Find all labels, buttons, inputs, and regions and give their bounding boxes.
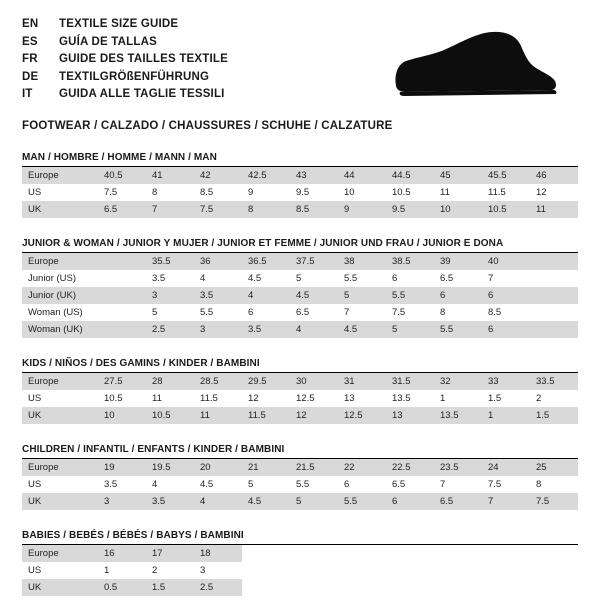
- cell: 6: [392, 272, 398, 284]
- cell: 6: [482, 287, 530, 304]
- block-title: BABIES / BEBÉS / BÉBÉS / BABYS / BAMBINI: [22, 530, 578, 545]
- language-row: [22, 69, 228, 87]
- row-label: Europe: [22, 253, 98, 270]
- cell: [98, 270, 146, 287]
- cell: 41: [146, 167, 194, 184]
- cell-empty: [386, 562, 434, 579]
- cell-empty: [338, 579, 386, 596]
- cell: 4: [242, 287, 290, 304]
- block-title: KIDS / NIÑOS / DES GAMINS / KINDER / BAMBINI: [22, 358, 578, 373]
- cell-empty: [242, 545, 290, 562]
- cell: 24: [482, 459, 530, 476]
- cell: [98, 304, 146, 321]
- cell: 3: [194, 321, 242, 338]
- cell: [98, 253, 146, 270]
- size-block-kids: [22, 358, 578, 424]
- size-table: [22, 373, 578, 424]
- cell: 0.5: [98, 579, 146, 596]
- cell: [530, 270, 578, 287]
- cell: 12: [248, 392, 259, 404]
- cell: 28.5: [194, 373, 242, 390]
- cell-empty: [530, 562, 578, 579]
- block-title: JUNIOR & WOMAN / JUNIOR Y MUJER / JUNIOR ET FEMME / JUNIOR UND FRAU / JUNIOR E DONA: [22, 238, 578, 253]
- cell: 8: [152, 186, 158, 198]
- cell: 4.5: [248, 272, 262, 284]
- cell: 2.5: [194, 579, 242, 596]
- row-label: UK: [22, 493, 98, 510]
- row-label: US: [28, 478, 42, 490]
- cell: 18: [194, 545, 242, 562]
- cell: 35.5: [146, 253, 194, 270]
- cell: 20: [194, 459, 242, 476]
- row-label: UK: [22, 201, 98, 218]
- cell: 4: [200, 272, 206, 284]
- row-label: UK: [22, 579, 98, 596]
- page-header: [22, 16, 578, 104]
- cell-empty: [338, 562, 386, 579]
- cell: 3.5: [104, 478, 118, 490]
- cell-empty: [242, 562, 290, 579]
- size-table: [22, 545, 578, 596]
- cell: 7.5: [488, 478, 502, 490]
- cell: 4.5: [200, 478, 214, 490]
- cell: 7: [146, 201, 194, 218]
- language-row: [22, 86, 228, 104]
- cell: 7: [344, 306, 350, 318]
- cell-empty: [290, 545, 338, 562]
- table-row: [22, 253, 578, 270]
- language-code: DE: [22, 70, 39, 83]
- cell: 6: [344, 478, 350, 490]
- table-row: [22, 390, 578, 407]
- cell: 10.5: [146, 407, 194, 424]
- cell: 43: [290, 167, 338, 184]
- cell: 5: [386, 321, 434, 338]
- cell: 7.5: [104, 186, 118, 198]
- cell: 39: [434, 253, 482, 270]
- row-label: Europe: [22, 373, 98, 390]
- cell: 5: [290, 493, 338, 510]
- block-title: MAN / HOMBRE / HOMME / MANN / MAN: [22, 152, 578, 167]
- cell: 4.5: [290, 287, 338, 304]
- language-title: GUIDA ALLE TAGLIE TESSILI: [59, 88, 225, 100]
- table-row: [22, 373, 578, 390]
- cell: 17: [146, 545, 194, 562]
- size-block-babies: [22, 530, 578, 596]
- cell-empty: [530, 545, 578, 562]
- cell: 8: [440, 306, 446, 318]
- cell: 10: [434, 201, 482, 218]
- cell: 7: [482, 493, 530, 510]
- cell: 3.5: [194, 287, 242, 304]
- cell: 11.5: [200, 392, 218, 404]
- row-label: US: [28, 564, 42, 576]
- cell-empty: [434, 579, 482, 596]
- cell: 3: [146, 287, 194, 304]
- cell: 8.5: [290, 201, 338, 218]
- language-code: IT: [22, 88, 33, 100]
- cell: 22.5: [386, 459, 434, 476]
- cell-empty: [434, 562, 482, 579]
- cell: 6: [434, 287, 482, 304]
- cell: 12: [536, 186, 547, 198]
- cell: 2.5: [146, 321, 194, 338]
- row-label: Europe: [22, 545, 98, 562]
- cell-empty: [482, 579, 530, 596]
- cell-empty: [386, 579, 434, 596]
- cell: 1.5: [146, 579, 194, 596]
- row-label: UK: [22, 407, 98, 424]
- table-row: [22, 270, 578, 287]
- cell-empty: [530, 579, 578, 596]
- row-label: Junior (UK): [22, 287, 98, 304]
- table-row: [22, 579, 578, 596]
- cell: 38: [338, 253, 386, 270]
- table-row: [22, 476, 578, 493]
- cell: 45.5: [482, 167, 530, 184]
- language-list: [22, 16, 228, 104]
- row-label: US: [28, 186, 42, 198]
- size-block-junior-woman: [22, 238, 578, 338]
- row-label: US: [28, 392, 42, 404]
- cell: 1: [104, 564, 110, 576]
- cell: 7: [488, 272, 494, 284]
- cell: 11.5: [242, 407, 290, 424]
- cell: 13.5: [434, 407, 482, 424]
- cell: 22: [338, 459, 386, 476]
- cell: 5.5: [200, 306, 214, 318]
- language-code: FR: [22, 53, 38, 65]
- cell: [98, 321, 146, 338]
- cell: 1: [440, 392, 446, 404]
- language-code: ES: [22, 35, 38, 48]
- cell: 3: [200, 564, 206, 576]
- row-label: Woman (US): [28, 306, 83, 318]
- row-label: Junior (US): [28, 272, 77, 284]
- cell: 5: [296, 272, 302, 284]
- cell: 7.5: [392, 306, 406, 318]
- cell: 7.5: [194, 201, 242, 218]
- cell: [530, 304, 578, 321]
- table-row: [22, 287, 578, 304]
- cell: 7.5: [530, 493, 578, 510]
- cell: 7: [440, 478, 446, 490]
- dress-shoe-icon: [388, 30, 558, 103]
- cell: 10.5: [392, 186, 411, 198]
- cell: 9.5: [386, 201, 434, 218]
- cell: 30: [290, 373, 338, 390]
- language-code: EN: [22, 18, 39, 30]
- cell: 6: [248, 306, 254, 318]
- cell: 19: [98, 459, 146, 476]
- cell: 31.5: [386, 373, 434, 390]
- table-row: [22, 545, 578, 562]
- cell: 8.5: [200, 186, 214, 198]
- cell: 13: [386, 407, 434, 424]
- cell: 5.5: [344, 272, 358, 284]
- language-title: TEXTILGRÖßENFÜHRUNG: [59, 70, 210, 83]
- cell: 5: [152, 306, 158, 318]
- cell-empty: [482, 562, 530, 579]
- cell: 1.5: [530, 407, 578, 424]
- cell: 3: [98, 493, 146, 510]
- table-row: [22, 184, 578, 201]
- cell: 12: [290, 407, 338, 424]
- size-table: [22, 167, 578, 218]
- cell: 1: [482, 407, 530, 424]
- size-table: [22, 253, 578, 338]
- cell: 44: [338, 167, 386, 184]
- cell: 11.5: [488, 186, 506, 198]
- cell: 5: [248, 478, 254, 490]
- cell: 4.5: [338, 321, 386, 338]
- table-row: [22, 304, 578, 321]
- cell: 5.5: [296, 478, 310, 490]
- cell: 32: [434, 373, 482, 390]
- cell: 45: [434, 167, 482, 184]
- table-row: [22, 321, 578, 338]
- table-row: [22, 167, 578, 184]
- cell: 4.5: [242, 493, 290, 510]
- cell: [98, 287, 146, 304]
- cell: 10.5: [104, 392, 123, 404]
- cell: 36: [194, 253, 242, 270]
- cell: 12.5: [338, 407, 386, 424]
- table-row: [22, 493, 578, 510]
- cell-empty: [338, 545, 386, 562]
- cell: 11: [152, 392, 162, 404]
- cell: 5.5: [386, 287, 434, 304]
- cell: 4: [194, 493, 242, 510]
- cell: 13: [344, 392, 355, 404]
- table-row: [22, 201, 578, 218]
- cell: 12.5: [296, 392, 315, 404]
- cell: 31: [338, 373, 386, 390]
- cell: 2: [152, 564, 158, 576]
- cell: 33: [482, 373, 530, 390]
- cell: 44.5: [386, 167, 434, 184]
- cell: 38.5: [386, 253, 434, 270]
- cell: 4: [290, 321, 338, 338]
- cell: 8: [536, 478, 542, 490]
- cell: [530, 321, 578, 338]
- size-block-man: [22, 152, 578, 218]
- cell: 1.5: [488, 392, 502, 404]
- cell: 27.5: [98, 373, 146, 390]
- cell: 16: [98, 545, 146, 562]
- cell: 5.5: [338, 493, 386, 510]
- cell: 3.5: [152, 272, 166, 284]
- cell: 46: [530, 167, 578, 184]
- cell: 11: [440, 186, 450, 198]
- cell: 6: [386, 493, 434, 510]
- language-row: [22, 51, 228, 69]
- cell: 11: [530, 201, 578, 218]
- cell-empty: [482, 545, 530, 562]
- cell: 8: [242, 201, 290, 218]
- language-title: GUÍA DE TALLAS: [59, 35, 157, 48]
- cell: 6.5: [434, 493, 482, 510]
- cell: 6.5: [98, 201, 146, 218]
- cell: 21: [242, 459, 290, 476]
- cell-empty: [290, 562, 338, 579]
- cell: 33.5: [530, 373, 578, 390]
- category-title: FOOTWEAR / CALZADO / CHAUSSURES / SCHUHE / CALZATURE: [22, 119, 393, 132]
- language-title: TEXTILE SIZE GUIDE: [59, 18, 179, 30]
- size-table: [22, 459, 578, 510]
- cell: 2: [536, 392, 542, 404]
- cell-empty: [290, 579, 338, 596]
- cell: 6.5: [440, 272, 454, 284]
- cell: 11: [194, 407, 242, 424]
- cell: 10: [344, 186, 355, 198]
- cell-empty: [242, 579, 290, 596]
- cell: 9.5: [296, 186, 310, 198]
- cell: 42: [194, 167, 242, 184]
- language-row: [22, 16, 228, 34]
- cell: 23.5: [434, 459, 482, 476]
- cell: 8.5: [488, 306, 502, 318]
- cell-empty: [434, 545, 482, 562]
- cell: 6: [482, 321, 530, 338]
- size-block-children: [22, 444, 578, 510]
- row-label: Woman (UK): [22, 321, 98, 338]
- cell: 36.5: [242, 253, 290, 270]
- cell: 40.5: [98, 167, 146, 184]
- cell: 42.5: [242, 167, 290, 184]
- cell: 10.5: [482, 201, 530, 218]
- cell: 4: [152, 478, 158, 490]
- cell: [530, 253, 578, 270]
- cell: 40: [482, 253, 530, 270]
- cell: 9: [338, 201, 386, 218]
- row-label: Europe: [22, 459, 98, 476]
- cell: 6.5: [392, 478, 406, 490]
- cell-empty: [386, 545, 434, 562]
- cell: 3.5: [242, 321, 290, 338]
- cell: 6.5: [296, 306, 310, 318]
- table-row: [22, 407, 578, 424]
- cell: 19.5: [146, 459, 194, 476]
- cell: 29.5: [242, 373, 290, 390]
- cell: 3.5: [146, 493, 194, 510]
- cell: 9: [248, 186, 254, 198]
- cell: 10: [98, 407, 146, 424]
- cell: 13.5: [392, 392, 411, 404]
- table-row: [22, 562, 578, 579]
- cell: 37.5: [290, 253, 338, 270]
- row-label: Europe: [22, 167, 98, 184]
- cell: [530, 287, 578, 304]
- cell: 5.5: [434, 321, 482, 338]
- cell: 21.5: [290, 459, 338, 476]
- cell: 25: [530, 459, 578, 476]
- cell: 5: [338, 287, 386, 304]
- language-title: GUIDE DES TAILLES TEXTILE: [59, 53, 228, 65]
- table-row: [22, 459, 578, 476]
- language-row: [22, 34, 228, 52]
- block-title: CHILDREN / INFANTIL / ENFANTS / KINDER / BAMBINI: [22, 444, 578, 459]
- cell: 28: [146, 373, 194, 390]
